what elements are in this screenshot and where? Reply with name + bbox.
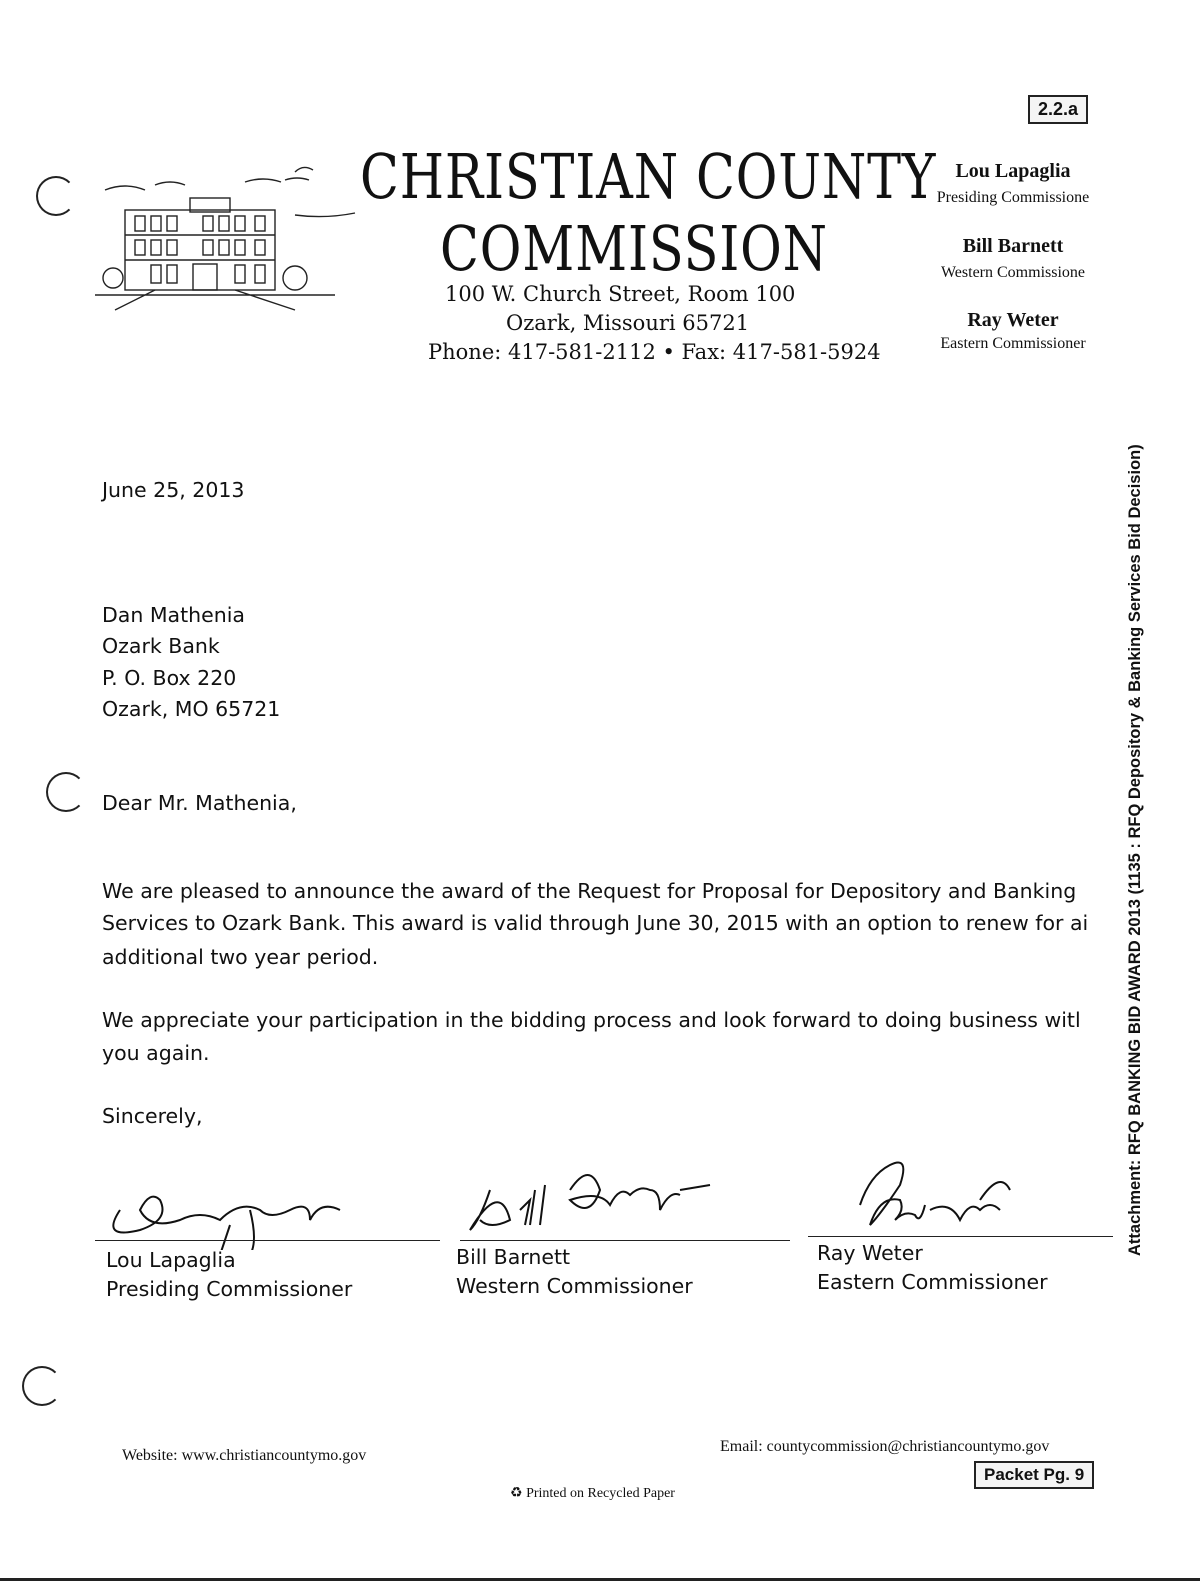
commissioner-name: Lou Lapaglia — [955, 160, 1071, 182]
signatory-name: Ray Weter — [817, 1241, 923, 1265]
recycle-icon: ♻ — [510, 1486, 523, 1501]
organization-name-line2: COMMISSION — [440, 212, 828, 285]
handwritten-signatures — [80, 1150, 1120, 1250]
recycled-note — [510, 1485, 675, 1502]
signatory-title: Eastern Commissioner — [817, 1270, 1048, 1294]
phone-fax: Phone: 417-581-2112 • Fax: 417-581-5924 — [428, 340, 881, 364]
paragraph-line: additional two year period. — [102, 945, 379, 969]
recycled-text: Printed on Recycled Paper — [526, 1486, 675, 1501]
punch-hole — [46, 772, 86, 812]
punch-hole — [36, 176, 76, 216]
signatory-title: Western Commissioner — [456, 1274, 693, 1298]
commissioner-title: Eastern Commissioner — [940, 335, 1086, 352]
organization-name-line1: CHRISTIAN COUNTY — [360, 140, 937, 213]
paragraph-line: you again. — [102, 1041, 210, 1065]
attachment-label: Attachment: RFQ BANKING BID AWARD 2013 (1135 : RFQ Depository & Banking Services Bid Decision) — [1126, 444, 1144, 1256]
signatory-name: Bill Barnett — [456, 1245, 571, 1269]
page-bottom-edge — [0, 1578, 1200, 1581]
recipient-line: P. O. Box 220 — [102, 666, 237, 690]
commissioner-name: Ray Weter — [967, 309, 1059, 331]
paragraph-line: Services to Ozark Bank. This award is valid through June 30, 2015 with an option to renew for ai — [102, 911, 1089, 935]
signature-line — [95, 1240, 440, 1241]
packet-page-badge: Packet Pg. 9 — [974, 1461, 1094, 1489]
recipient-line: Ozark, MO 65721 — [102, 697, 281, 721]
courthouse-logo — [95, 160, 385, 320]
signature-line — [808, 1236, 1113, 1237]
letter-date: June 25, 2013 — [102, 478, 245, 502]
footer-website: Website: www.christiancountymo.gov — [122, 1447, 367, 1464]
paragraph-line: We appreciate your participation in the bidding process and look forward to doing business witl — [102, 1008, 1081, 1032]
signatory-title: Presiding Commissioner — [106, 1277, 353, 1301]
address-city: Ozark, Missouri 65721 — [506, 311, 750, 335]
punch-hole — [22, 1366, 62, 1406]
salutation: Dear Mr. Mathenia, — [102, 791, 297, 815]
footer-email: Email: countycommission@christiancountymo.gov — [720, 1438, 1050, 1455]
commissioner-title: Presiding Commissione — [936, 189, 1090, 206]
recipient-line: Dan Mathenia — [102, 603, 245, 627]
document-id-badge: 2.2.a — [1028, 95, 1088, 124]
commissioner-title: Western Commissione — [940, 264, 1086, 281]
closing: Sincerely, — [102, 1104, 203, 1128]
commissioner-name: Bill Barnett — [962, 235, 1064, 257]
recipient-line: Ozark Bank — [102, 634, 220, 658]
signatory-name: Lou Lapaglia — [106, 1248, 236, 1272]
paragraph-line: We are pleased to announce the award of the Request for Proposal for Depository and Banking — [102, 879, 1077, 903]
signature-line — [460, 1240, 790, 1241]
address-street: 100 W. Church Street, Room 100 — [445, 282, 796, 306]
